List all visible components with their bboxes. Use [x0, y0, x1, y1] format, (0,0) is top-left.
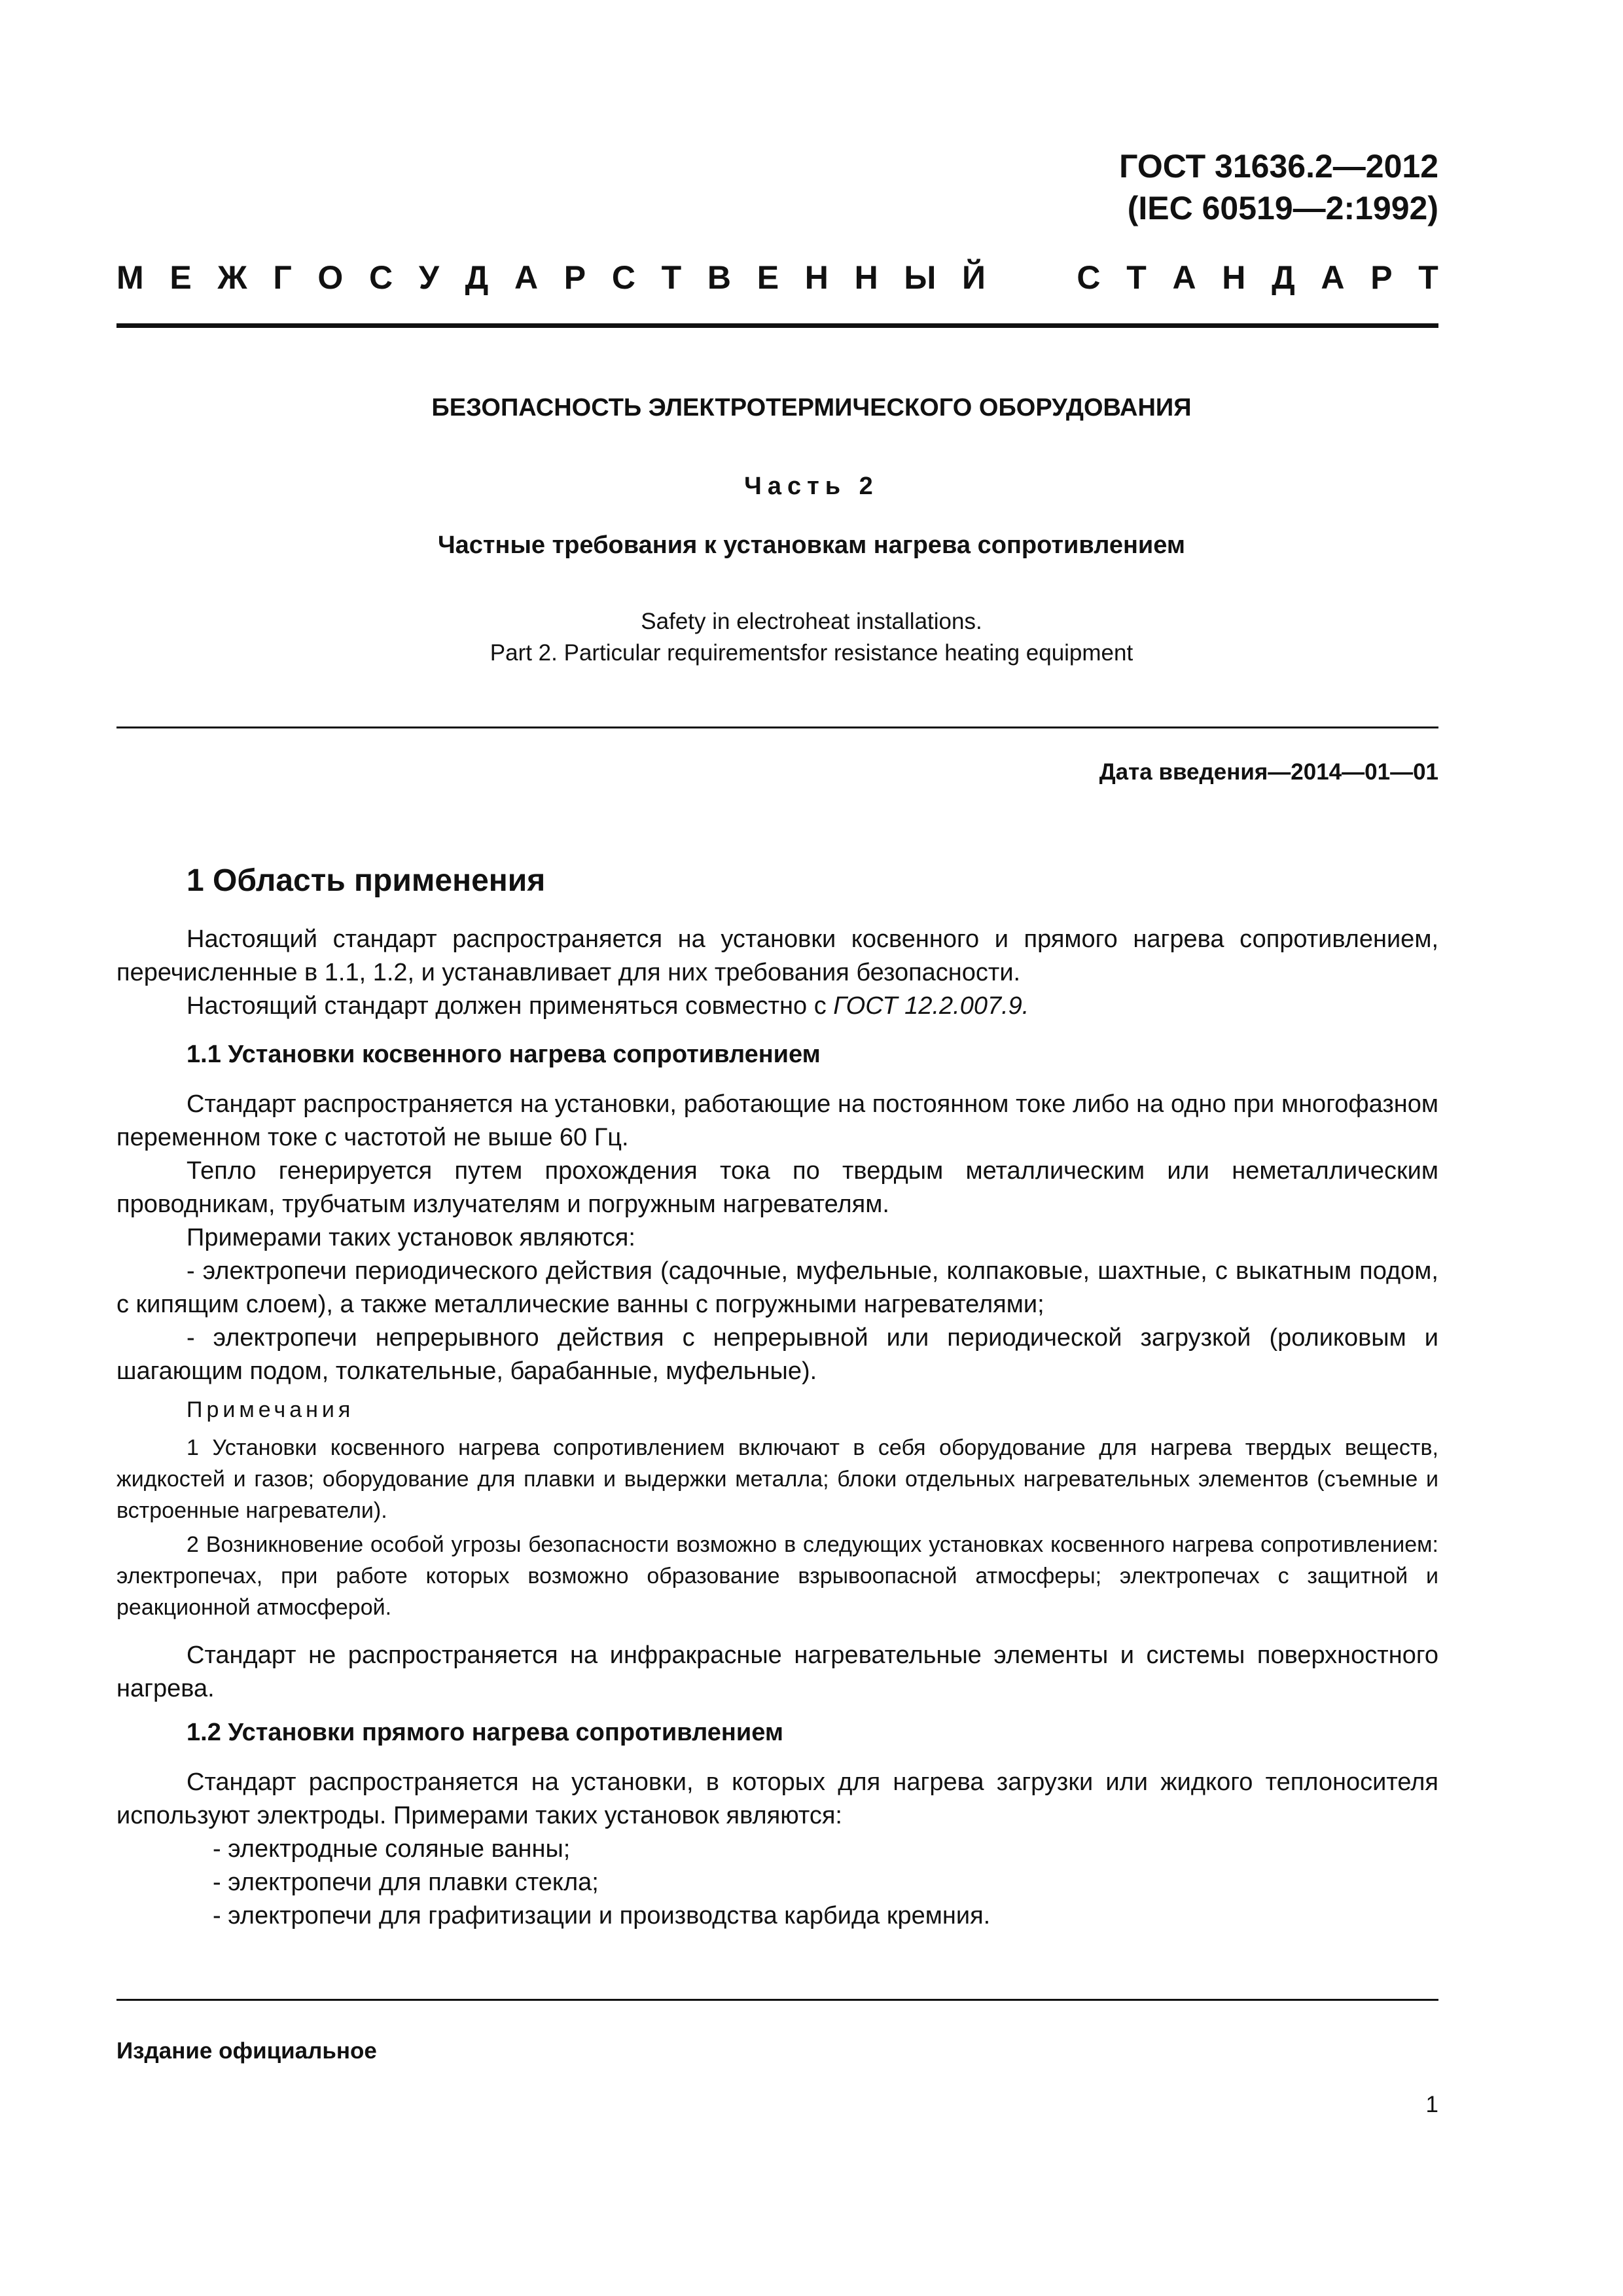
paragraph-text: Настоящий стандарт должен применяться совместно с [187, 992, 834, 1020]
letter: Р [1370, 259, 1393, 296]
part-label: Часть 2 [744, 473, 879, 500]
letter: В [707, 259, 731, 296]
letter: Г [273, 259, 292, 296]
letter: А [1172, 259, 1196, 296]
letter: С [1077, 259, 1101, 296]
standard-type-heading [116, 257, 1438, 298]
letter: Д [465, 259, 489, 296]
letter: Т [661, 259, 682, 296]
subsection-heading: 1.1 Установки косвенного нагрева сопротивлением [187, 1041, 821, 1068]
word-gap [1012, 257, 1051, 298]
standard-reference: ГОСТ 12.2.007.9. [833, 992, 1029, 1020]
letter: У [418, 259, 439, 296]
letter: Н [854, 259, 878, 296]
letter: А [514, 259, 539, 296]
letter: А [1321, 259, 1345, 296]
letter: О [317, 259, 344, 296]
letter: Й [962, 259, 986, 296]
paragraph: Стандарт распространяется на установки, в которых для нагрева загрузки или жидкого теплоносителя используют электроды. Примерами таких установок являются: [116, 1768, 1438, 1829]
paragraph: Стандарт не распространяется на инфракрасные нагревательные элементы и системы поверхностного нагрева. [116, 1641, 1438, 1702]
standard-number [851, 145, 1438, 229]
list-item: - электропечи для плавки стекла; [213, 1869, 599, 1896]
letter: Р [563, 259, 586, 296]
list-item: - электропечи для графитизации и производства карбида кремния. [213, 1902, 991, 1929]
paragraph: Примерами таких установок являются: [187, 1224, 635, 1251]
paragraph: Стандарт распространяется на установки, работающие на постоянном токе либо на одно при многофазном переменном токе с частотой не выше 60 Гц. [116, 1090, 1438, 1151]
title-en-line2: Part 2. Particular requirementsfor resistance heating equipment [490, 640, 1133, 666]
letter: Т [1418, 259, 1438, 296]
letter: Ы [904, 259, 936, 296]
standard-number-gost: ГОСТ 31636.2—2012 [1119, 148, 1438, 185]
header-divider [116, 323, 1438, 328]
letter: Н [804, 259, 829, 296]
list-item: - электродные соляные ванны; [213, 1835, 571, 1863]
letter: С [369, 259, 393, 296]
letter: Е [169, 259, 192, 296]
footer-divider [116, 1999, 1438, 2001]
official-edition-label: Издание официальное [116, 2038, 377, 2064]
paragraph: Настоящий стандарт распространяется на установки косвенного и прямого нагрева сопротивлением, перечисленные в 1.1, 1.2, и устанавливает для них требования безопасности. [116, 925, 1438, 986]
letter: Е [757, 259, 779, 296]
paragraph: - электропечи непрерывного действия с непрерывной или периодической загрузкой (роликовым и шагающим подом, толкательные, барабанные, муфельные). [116, 1324, 1438, 1385]
title-en [0, 606, 1623, 669]
note: 2 Возникновение особой угрозы безопасности возможно в следующих установках косвенного нагрева сопротивлением: электропечах, при работе которых возможно образование взрывоопасной атмосферы; электропечах с защитной и реакционной атмосферой. [116, 1532, 1438, 1620]
standard-number-iec: (IEC 60519—2:1992) [1127, 190, 1438, 226]
title-divider [116, 726, 1438, 728]
list [213, 1833, 1438, 1933]
title-en-line1: Safety in electroheat installations. [641, 609, 982, 634]
letter: Д [1272, 259, 1295, 296]
letter: Ж [217, 259, 247, 296]
letter: Т [1126, 259, 1147, 296]
title-ru: БЕЗОПАСНОСТЬ ЭЛЕКТРОТЕРМИЧЕСКОГО ОБОРУДОВАНИЯ [431, 394, 1192, 422]
notes-title: Примечания [187, 1397, 355, 1422]
letter: М [116, 259, 144, 296]
letter: С [611, 259, 635, 296]
note: 1 Установки косвенного нагрева сопротивлением включают в себя оборудование для нагрева твердых веществ, жидкостей и газов; оборудование для плавки и выдержки металла; блоки отдельных нагревательных элементов (съемные и встроенные нагреватели). [116, 1435, 1438, 1523]
letter: Н [1222, 259, 1246, 296]
subtitle-ru: Частные требования к установкам нагрева сопротивлением [437, 531, 1186, 559]
paragraph: Тепло генерируется путем прохождения тока по твердым металлическим или неметаллическим проводникам, трубчатым излучателям и погружным нагревателям. [116, 1157, 1438, 1218]
paragraph: - электропечи периодического действия (садочные, муфельные, колпаковые, шахтные, с выкатным подом, с кипящим слоем), а также металлические ванны с погружными нагревателями; [116, 1257, 1438, 1318]
section-heading: 1 Область применения [187, 863, 546, 898]
introduction-date: Дата введения—2014—01—01 [1099, 759, 1438, 785]
page-number: 1 [1425, 2092, 1438, 2117]
subsection-heading: 1.2 Установки прямого нагрева сопротивлением [187, 1719, 783, 1746]
paragraph [116, 990, 1438, 1023]
